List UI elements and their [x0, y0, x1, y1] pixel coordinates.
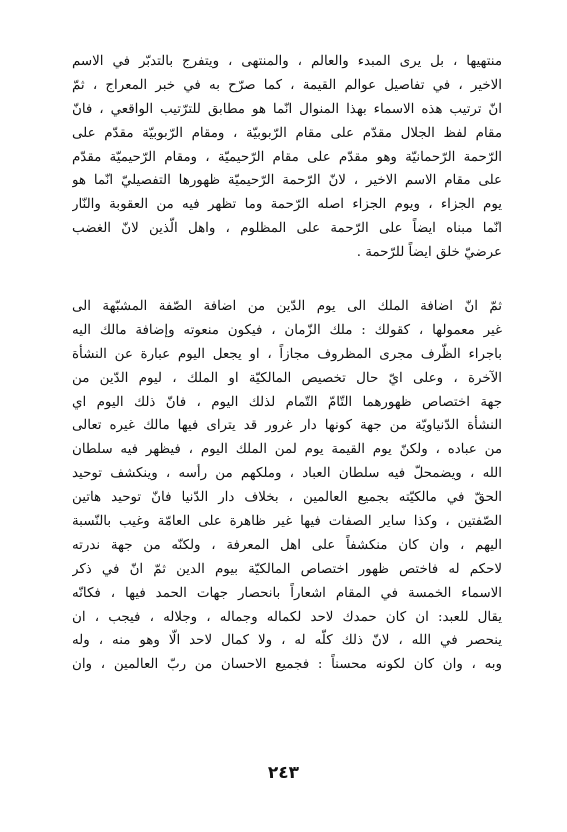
page-number: ٢٤٣: [267, 763, 300, 783]
text-line: الاسماء الخمسة في المقام اشعاراً بانحصار جهات الحمد فيها ، فكانّه: [72, 585, 502, 601]
text-line: على مقام الاسم الاخير ، لانّ الرّحمة الرّحيميّة ظهورها التفصيليّ انّما هو: [72, 173, 502, 189]
text-line: الرّحمة الرّحمانيّة وهو مقدّم على مقام الرّحيميّة ، ومقام الرّحيميّة مقدّم: [72, 149, 502, 165]
paragraph-1: [72, 50, 502, 265]
text-line: الآخرة ، وعلى ايّ حال تخصيص المالكيّة او الملك ، ليوم الدّين من: [72, 370, 502, 386]
text-line: عرضيّ خلق ايضاً للرّحمة .: [356, 245, 502, 261]
text-line: الحقّ في مالكيّته بجميع العالمين ، بخلاف دار الدّنيا فانّ توحيد هاتين: [72, 490, 502, 506]
text-line: غير معمولها ، كقولك : ملك الزّمان ، فيكون منعوته وإضافة مالك اليه: [72, 322, 502, 338]
text-line: الاخير ، في تفاصيل عوالم القيمة ، كما صرّح به في خبر المعراج ، ثمّ: [72, 77, 502, 93]
text-line: يقال للعبد: ان كان حمدك لاحد لكماله وجماله ، وجلاله ، فيجب ، ان: [72, 609, 502, 625]
paragraph-gap: [72, 265, 502, 295]
text-line: النشأة الدّنياويّة من جهة كونها دار غرور قد يترای فيها مالك غيره تعالى: [72, 418, 502, 434]
text-line: ثمّ انّ اضافة الملك الى يوم الدّين من اضافة الصّفة المشبّهة الى: [72, 299, 502, 315]
text-line: الله ، ويضمحلّ فيه سلطان العباد ، وملكهم من رأسه ، وينكشف توحيد: [72, 466, 502, 482]
text-line: جهة اختصاص ظهورهما التّامّ التّمام لذلك اليوم ، فانّ ذلك اليوم اي: [72, 394, 502, 410]
text-line: من عباده ، ولكنّ يوم القيمة يوم لمن الملك اليوم ، فيظهر فيه سلطان: [72, 442, 502, 458]
text-line: وبه ، وان كان لكونه محسناً : فجميع الاحسان من ربّ العالمين ، وان: [72, 657, 502, 673]
text-line: يوم الجزاء ، ويوم الجزاء اصله الرّحمة وما تظهر فيه من العقوبة والنّار: [72, 197, 502, 213]
text-line: انّما مبناه ايضاً على الرّحمة على المظلوم ، واهل الّذين لانّ الغضب: [72, 221, 502, 237]
text-line: اليهم ، وان كان منكشفاً على اهل المعرفة ، ولكنّه من جهة ندرته: [72, 537, 502, 553]
text-line: الصّفتين ، وكذا ساير الصفات فيها غير ظاهرة على العامّة وغيب بالنّسبة: [72, 514, 502, 530]
text-line: ينحصر في الله ، لانّ ذلك كلّه له ، ولا كمال لاحد الّا وهو منه ، وله: [72, 633, 502, 649]
text-line: مقام لفظ الجلال مقدّم على مقام الرّبوبيّة ، ومقام الرّبوبيّة مقدّم على: [72, 125, 502, 141]
text-line: انّ ترتيب هذه الاسماء بهذا المنوال انّما هو مطابق للترّتيب الواقعي ، فانّ: [72, 101, 502, 117]
text-line: باجراء الظّرف مجرى المظروف مجازاً ، او يجعل اليوم عبارة عن النشأة: [72, 346, 502, 362]
text-line: لاحكم له فاختص ظهور اختصاص المالكيّة بيوم الدين ثمّ انّ في ذكر: [72, 561, 502, 577]
text-line: منتهيها ، بل يرى المبدء والعالم ، والمنتهى ، ويتفرج بالتدبّر في الاسم: [72, 54, 502, 69]
page-body: [72, 50, 502, 677]
paragraph-2: [72, 295, 502, 677]
